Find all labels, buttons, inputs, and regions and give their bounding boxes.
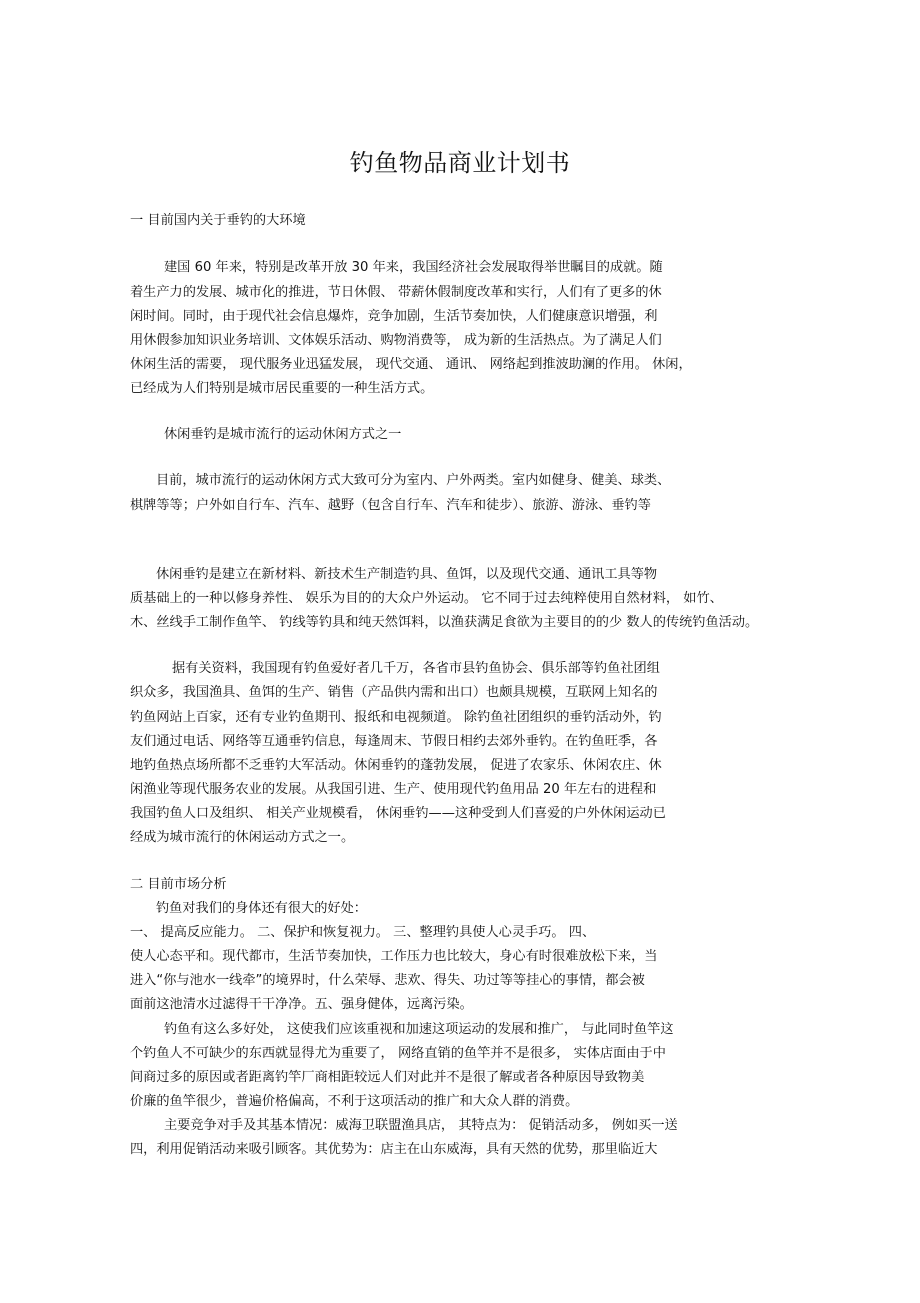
paragraph-line: 进入“你与池水一线牵”的境界时，什么荣辱、悲欢、得失、功过等等挂心的事情，都会被 <box>130 973 645 988</box>
section-heading: 一 目前国内关于垂钓的大环境 <box>130 213 306 228</box>
paragraph-line: 据有关资料，我国现有钓鱼爱好者几千万，各省市县钓鱼协会、俱乐部等钓鱼社团组 <box>172 661 660 676</box>
paragraph-line: 休闲生活的需要， 现代服务业迅猛发展， 现代交通、 通讯、 网络起到推波助澜的作用。 休闲， <box>130 357 692 372</box>
paragraph-line: 个钓鱼人不可缺少的东西就显得尤为重要了， 网络直销的鱼竿并不是很多， 实体店面由于中 <box>130 1046 666 1061</box>
paragraph-line: 用休假参加知识业务培训、文体娱乐活动、购物消费等， 成为新的生活热点。为了满足人们 <box>130 333 662 348</box>
paragraph-line: 休闲垂钓是建立在新材料、新技术生产制造钓具、鱼饵，以及现代交通、通讯工具等物 <box>156 567 658 582</box>
paragraph-line: 价廉的鱼竿很少，普遍价格偏高，不利于这项活动的推广和大众人群的消费。 <box>130 1094 579 1109</box>
paragraph-line: 经成为城市流行的休闲运动方式之一。 <box>130 830 355 845</box>
paragraph-line: 地钓鱼热点场所都不乏垂钓大军活动。休闲垂钓的蓬勃发展， 促进了农家乐、休闲农庄、休 <box>130 758 662 773</box>
paragraph-line: 间商过多的原因或者距离钓竿厂商相距较远人们对此并不是很了解或者各种原因导致物美 <box>130 1070 645 1085</box>
section-heading: 二 目前市场分析 <box>130 877 227 892</box>
paragraph-line: 棋牌等等；户外如自行车、汽车、越野（包含自行车、汽车和徒步）、旅游、游泳、垂钓等 <box>130 498 651 513</box>
paragraph-line: 质基础上的一种以修身养性、 娱乐为目的的大众户外运动。 它不同于过去纯粹使用自然材料， 如竹、 <box>130 591 723 606</box>
paragraph-line: 主要竞争对手及其基本情况：威海卫联盟渔具店， 其特点为： 促销活动多， 例如买一送 <box>164 1118 678 1133</box>
paragraph-line: 建国 60 年来，特别是改革开放 30 年来，我国经济社会发展取得举世瞩目的成就。随 <box>164 260 663 275</box>
paragraph-line: 四，利用促销活动来吸引顾客。其优势为：店主在山东威海，具有天然的优势，那里临近大 <box>130 1142 658 1157</box>
paragraph-line: 一、 提高反应能力。 二、保护和恢复视力。 三、整理钓具使人心灵手巧。 四、 <box>130 925 596 940</box>
document-title: 钓鱼物品商业计划书 <box>349 149 571 177</box>
paragraph-line: 闲时间。同时，由于现代社会信息爆炸，竞争加剧，生活节奏加快，人们健康意识增强，利 <box>130 309 658 324</box>
paragraph-line: 已经成为人们特别是城市居民重要的一种生活方式。 <box>130 381 434 396</box>
paragraph-line: 织众多，我国渔具、鱼饵的生产、销售（产品供内需和出口）也颇具规模，互联网上知名的 <box>130 685 658 700</box>
paragraph-line: 我国钓鱼人口及组织、 相关产业规模看， 休闲垂钓——这种受到人们喜爱的户外休闲运动已 <box>130 806 666 821</box>
paragraph-line: 面前这池清水过滤得干干净净。五、强身健体，远离污染。 <box>130 997 473 1012</box>
paragraph-line: 闲渔业等现代服务农业的发展。从我国引进、生产、使用现代钓鱼用品 20 年左右的进程和 <box>130 782 657 797</box>
paragraph-line: 目前，城市流行的运动休闲方式大致可分为室内、户外两类。室内如健身、健美、球类、 <box>156 473 671 488</box>
paragraph-line: 使人心态平和。现代都市，生活节奏加快，工作压力也比较大，身心有时很难放松下来，当 <box>130 949 658 964</box>
paragraph-line: 木、丝线手工制作鱼竿、 钓线等钓具和纯天然饵料，以渔获满足食欲为主要目的的少 数人的传统钓鱼活动。 <box>130 615 759 630</box>
paragraph-line: 友们通过电话、网络等互通垂钓信息，每逢周末、节假日相约去郊外垂钓。在钓鱼旺季，各 <box>130 734 658 749</box>
paragraph-line: 钓鱼对我们的身体还有很大的好处： <box>156 901 367 916</box>
paragraph-line: 钓鱼有这么多好处， 这使我们应该重视和加速这项运动的发展和推广， 与此同时鱼竿这 <box>164 1022 674 1037</box>
subheading: 休闲垂钓是城市流行的运动休闲方式之一 <box>164 427 402 442</box>
paragraph-line: 着生产力的发展、城市化的推进，节日休假、 带薪休假制度改革和实行，人们有了更多的休 <box>130 285 662 300</box>
paragraph-line: 钓鱼网站上百家，还有专业钓鱼期刊、报纸和电视频道。 除钓鱼社团组织的垂钓活动外，钓 <box>130 710 662 725</box>
